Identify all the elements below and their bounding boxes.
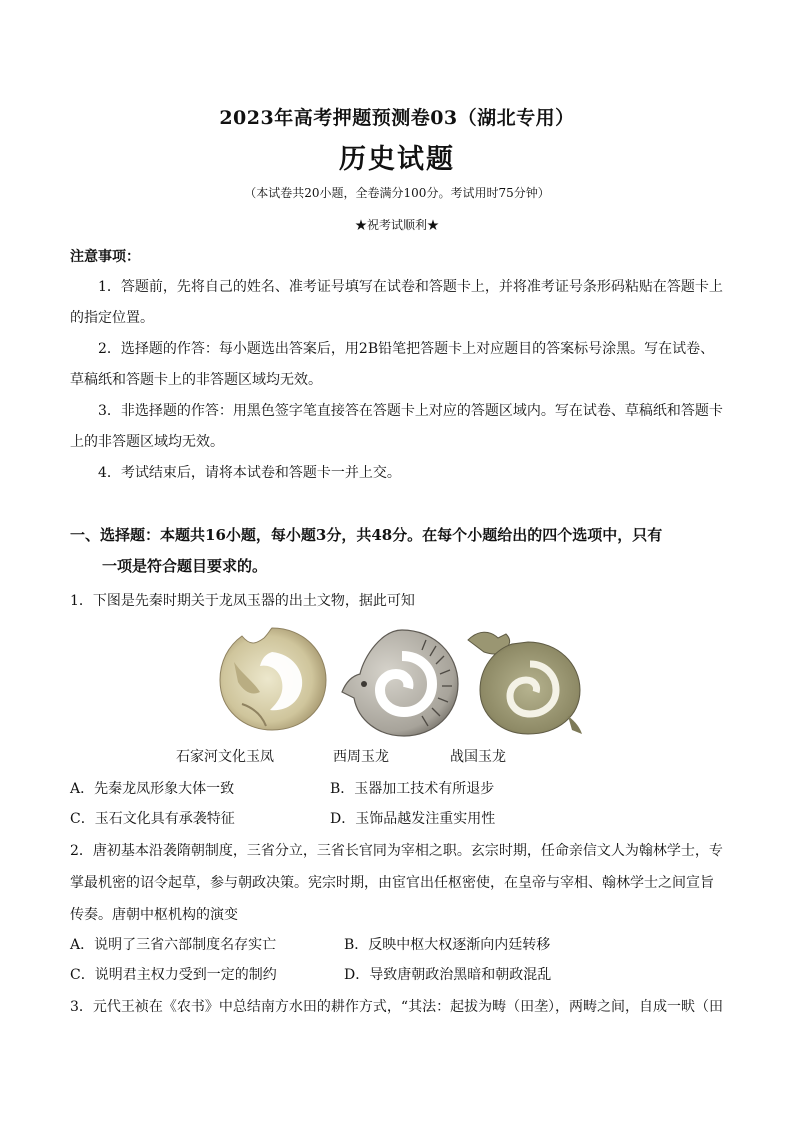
q2-option-b[interactable]: B．反映中枢大权逐渐向内廷转移 — [344, 937, 551, 953]
notice-item-2 — [70, 334, 726, 396]
q1-caption-2: 西周玉龙 — [333, 749, 389, 765]
q2-stem-line3: 传奏。唐朝中枢机构的演变 — [70, 907, 238, 923]
jade-phoenix-image — [212, 622, 332, 734]
q2-stem-line1: 2．唐初基本沿袭隋朝制度，三省分立，三省长官同为宰相之职。玄宗时期，任命亲信文人为翰林学士，专 — [70, 843, 723, 859]
q3-stem-line1: 3．元代王祯在《农书》中总结南方水田的耕作方式，“其法：起拔为畴（田垄），两畴之间，自成一畎（田 — [70, 999, 724, 1015]
notice-item-1-line1: 1．答题前，先将自己的姓名、准考证号填写在试卷和答题卡上，并将准考证号条形码粘贴在答题卡上 — [98, 279, 723, 295]
section-heading-line2: 一项是符合题目要求的。 — [102, 557, 268, 575]
notice-item-3-line2: 上的非答题区域均无效。 — [70, 434, 224, 450]
exam-title: 2023年高考押题预测卷03（湖北专用） — [219, 107, 575, 129]
q1-caption-1: 石家河文化玉凤 — [176, 749, 274, 765]
jade-dragon-coiled-image — [338, 626, 462, 738]
q2-stem-line2: 掌最机密的诏令起草，参与朝政决策。宪宗时期，由宦官出任枢密使，在皇帝与宰相、翰林学士之间宣旨 — [70, 875, 714, 891]
q1-caption-3: 战国玉龙 — [450, 749, 506, 765]
notice-item-3-line1: 3．非选择题的作答：用黑色签字笔直接答在答题卡上对应的答题区域内。写在试卷、草稿纸和答题卡 — [98, 403, 723, 419]
exam-info: （本试卷共20小题，全卷满分100分。考试用时75分钟） — [244, 186, 550, 200]
section-heading — [70, 520, 730, 582]
q1-option-d[interactable]: D．玉饰品越发注重实用性 — [330, 811, 496, 827]
notice-item-1-line2: 的指定位置。 — [70, 310, 154, 326]
good-luck-text: ★祝考试顺利★ — [354, 218, 439, 232]
notice-item-4 — [70, 458, 726, 489]
notice-item-2-line1: 2．选择题的作答：每小题选出答案后，用2B铅笔把答题卡上对应题目的答案标号涂黑。写在试卷、 — [98, 341, 715, 357]
q2-option-c[interactable]: C．说明君主权力受到一定的制约 — [70, 967, 277, 983]
notice-heading: 注意事项： — [70, 249, 140, 265]
q2-option-a[interactable]: A．说明了三省六部制度名存实亡 — [70, 937, 277, 953]
q1-option-b[interactable]: B．玉器加工技术有所退步 — [330, 781, 495, 797]
jade-dragon-round-image — [464, 624, 588, 736]
notice-item-4-line1: 4．考试结束后，请将本试卷和答题卡一并上交。 — [98, 465, 401, 481]
notice-item-3 — [70, 396, 726, 458]
q1-option-a[interactable]: A．先秦龙凤形象大体一致 — [70, 781, 235, 797]
subject-title: 历史试题 — [339, 144, 455, 175]
notice-item-1 — [70, 272, 726, 334]
q2-option-d[interactable]: D．导致唐朝政治黑暗和朝政混乱 — [344, 967, 552, 983]
q1-stem: 1．下图是先秦时期关于龙凤玉器的出土文物，据此可知 — [70, 593, 415, 609]
section-heading-line1: 一、选择题：本题共16小题，每小题3分，共48分。在每个小题给出的四个选项中，只有 — [70, 526, 663, 544]
notice-item-2-line2: 草稿纸和答题卡上的非答题区域均无效。 — [70, 372, 322, 388]
q1-option-c[interactable]: C．玉石文化具有承袭特征 — [70, 811, 235, 827]
